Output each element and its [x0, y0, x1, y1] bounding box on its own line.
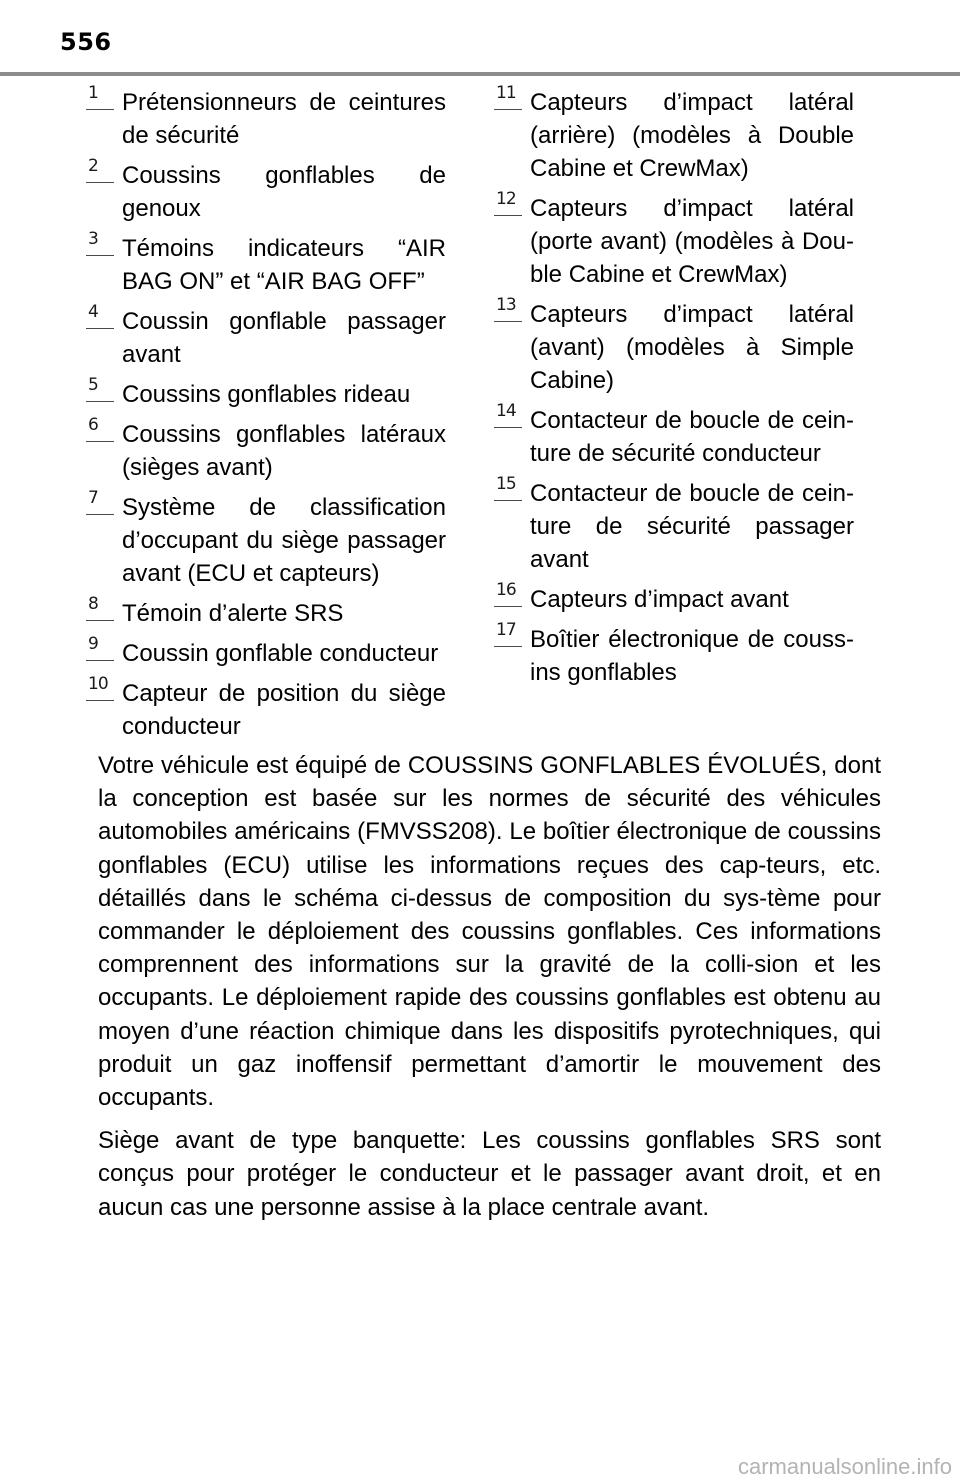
item-number: 16	[494, 581, 522, 607]
item-number: 9	[86, 635, 114, 661]
legend-list-right	[494, 83, 854, 696]
paragraph-bench-seat: Siège avant de type banquette: Les coussins gonflables SRS sont conçus pour protéger le conducteur et le passager avant droit, et en aucun cas une personne assise à la place centrale avant.	[98, 1127, 881, 1221]
list-item	[86, 415, 446, 484]
item-number: 5	[86, 376, 114, 402]
item-text: Capteur de position du siège conducteur	[122, 680, 446, 740]
body-text	[98, 749, 881, 1234]
list-item	[86, 375, 446, 411]
item-text: Coussin gonflable conducteur	[122, 640, 439, 667]
list-item	[494, 295, 854, 397]
item-number: 4	[86, 303, 114, 329]
item-number: 7	[86, 489, 114, 515]
legend-list-left	[86, 83, 446, 750]
list-item	[86, 156, 446, 225]
item-number: 17	[494, 621, 522, 647]
list-item	[494, 620, 854, 689]
item-text: Coussins gonflables de genoux	[122, 162, 446, 222]
item-text: Système de classification d’occupant du siège passager avant (ECU et capteurs)	[122, 494, 446, 587]
item-text: Contacteur de boucle de cein-ture de sécurité passager avant	[530, 480, 854, 573]
item-text: Capteurs d’impact latéral (porte avant) (modèles à Dou-ble Cabine et CrewMax)	[530, 195, 854, 288]
item-number: 12	[494, 190, 522, 216]
item-number: 13	[494, 296, 522, 322]
item-text: Contacteur de boucle de cein-ture de sécurité conducteur	[530, 407, 854, 467]
list-item	[494, 580, 854, 616]
item-text: Coussins gonflables latéraux (sièges avant)	[122, 421, 446, 481]
header-rule	[0, 72, 960, 76]
item-number: 3	[86, 230, 114, 256]
list-item	[86, 594, 446, 630]
item-text: Capteurs d’impact latéral (avant) (modèles à Simple Cabine)	[530, 301, 854, 394]
list-item	[86, 488, 446, 590]
item-text: Témoins indicateurs “AIR BAG ON” et “AIR BAG OFF”	[122, 235, 446, 295]
list-item	[86, 302, 446, 371]
item-number: 6	[86, 416, 114, 442]
list-item	[494, 474, 854, 576]
list-item	[494, 189, 854, 291]
item-number: 11	[494, 84, 522, 110]
item-text: Témoin d’alerte SRS	[122, 600, 344, 627]
item-number: 15	[494, 475, 522, 501]
item-text: Capteurs d’impact avant	[530, 586, 789, 613]
list-item	[494, 83, 854, 185]
item-number: 2	[86, 157, 114, 183]
watermark: carmanualsonline.info	[737, 1454, 952, 1479]
item-text: Boîtier électronique de couss-ins gonflables	[530, 626, 854, 686]
list-item	[86, 674, 446, 743]
paragraph-intro: Votre véhicule est équipé de COUSSINS GONFLABLES ÉVOLUÉS, dont la conception est basée sur les normes de sécurité des véhicules automobiles américains (FMVSS208). Le boîtier électronique de coussins gonflables (ECU) utilise les informations reçues des cap-teurs, etc. détaillés dans le schéma ci-dessus de composition du sys-tème pour commander le déploiement des coussins gonflables. Ces informations comprennent des informations sur la gravité de la colli-sion et les occupants. Le déploiement rapide des coussins gonflables est obtenu au moyen d’une réaction chimique dans les dispositifs pyrotechniques, qui produit un gaz inoffensif permettant d’amortir le mouvement des occupants.	[98, 752, 881, 1112]
list-item	[86, 229, 446, 298]
item-text: Coussin gonflable passager avant	[122, 308, 446, 368]
list-item	[86, 634, 446, 670]
page-number: 556	[60, 28, 112, 56]
item-number: 14	[494, 402, 522, 428]
item-number: 8	[86, 595, 114, 621]
item-text: Coussins gonflables rideau	[122, 381, 411, 408]
item-number: 1	[86, 84, 114, 110]
item-number: 10	[86, 675, 114, 701]
list-item	[494, 401, 854, 470]
item-text: Prétensionneurs de ceintures de sécurité	[122, 89, 446, 149]
list-item	[86, 83, 446, 152]
item-text: Capteurs d’impact latéral (arrière) (modèles à Double Cabine et CrewMax)	[530, 89, 854, 182]
